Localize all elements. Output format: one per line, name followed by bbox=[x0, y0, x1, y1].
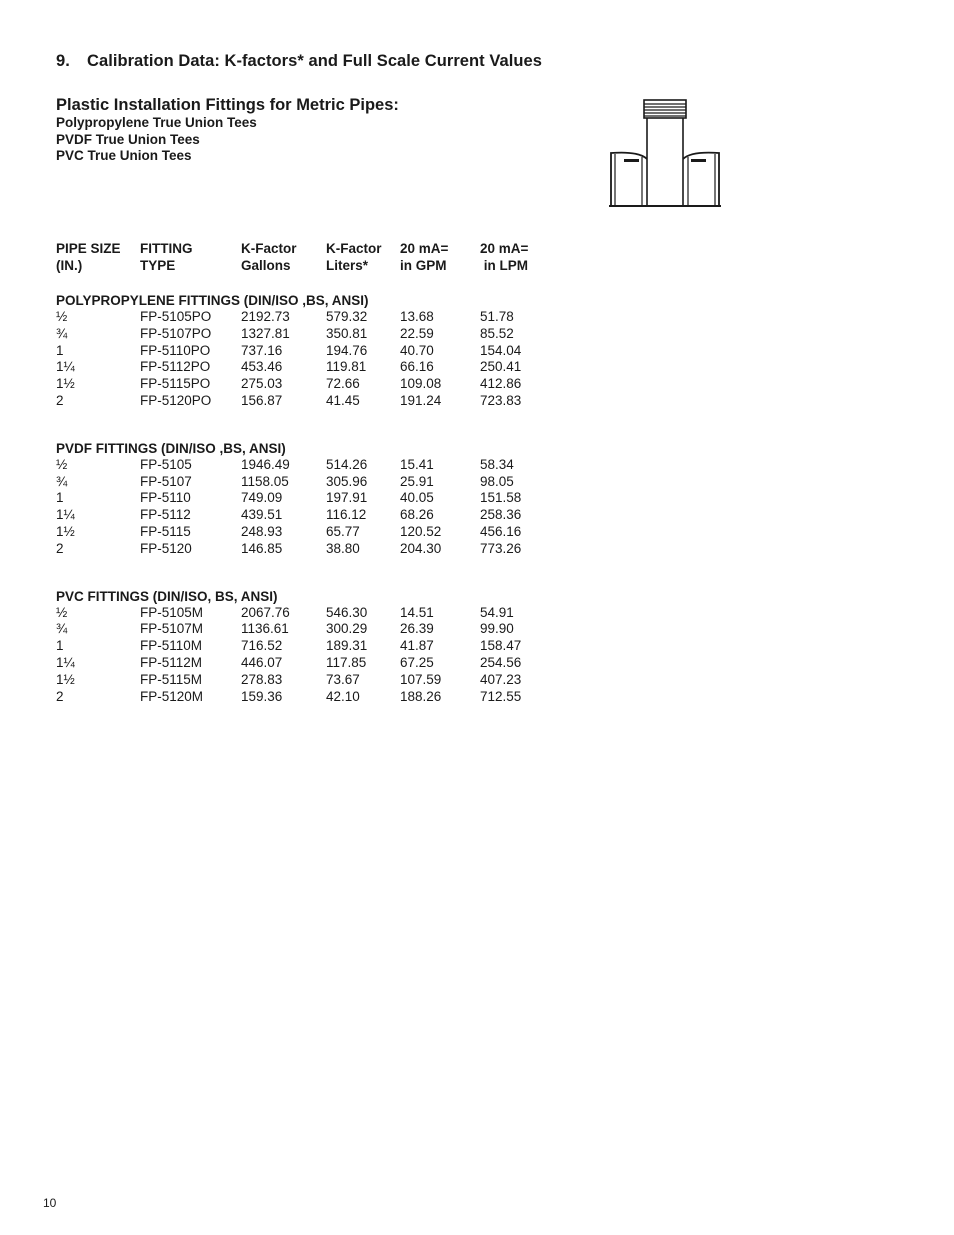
table-cell: 1136.61 bbox=[241, 621, 289, 637]
table-cell: FP-5110PO bbox=[140, 342, 211, 358]
table-cell: FP-5120PO bbox=[140, 392, 212, 408]
table-cell: FP-5120 bbox=[140, 540, 192, 556]
table-cell: 1158.05 bbox=[241, 473, 289, 489]
table-cell: 99.90 bbox=[480, 621, 514, 637]
table-cell: FP-5110M bbox=[140, 638, 203, 654]
table-cell: FP-5112PO bbox=[140, 359, 211, 375]
table-row bbox=[56, 490, 576, 507]
table-cell: 156.87 bbox=[241, 392, 283, 408]
table-cell: 2 bbox=[56, 688, 64, 704]
table-cell: 453.46 bbox=[241, 359, 283, 375]
table-cell: 67.25 bbox=[400, 654, 434, 670]
table-cell: FP-5110 bbox=[140, 490, 191, 506]
fitting-type-item: PVDF True Union Tees bbox=[56, 131, 200, 147]
table-row bbox=[56, 326, 576, 343]
table-cell: 41.45 bbox=[326, 392, 360, 408]
table-cell: 250.41 bbox=[480, 359, 522, 375]
table-row bbox=[56, 672, 576, 689]
table-cell: ¾ bbox=[56, 473, 68, 489]
fitting-type-list bbox=[56, 115, 257, 165]
table-cell: 712.55 bbox=[480, 688, 522, 704]
column-header-fitting-type: FITTING TYPE bbox=[140, 241, 193, 273]
table-cell: 1¼ bbox=[56, 507, 75, 523]
column-header-pipe-size: PIPE SIZE (IN.) bbox=[56, 241, 121, 273]
table-cell: 109.08 bbox=[400, 376, 442, 392]
table-cell: 72.66 bbox=[326, 376, 360, 392]
table-cell: 194.76 bbox=[326, 342, 368, 358]
section-title-text: Calibration Data: K-factors* and Full Scale Current Values bbox=[87, 52, 542, 70]
table-cell: 1327.81 bbox=[241, 325, 290, 341]
table-cell: 258.36 bbox=[480, 507, 522, 523]
table-cell: 26.39 bbox=[400, 621, 434, 637]
section-title bbox=[56, 52, 542, 71]
table-cell: 146.85 bbox=[241, 540, 283, 556]
table-cell: 275.03 bbox=[241, 376, 283, 392]
table-cell: 197.91 bbox=[326, 490, 368, 506]
table-cell: 546.30 bbox=[326, 604, 368, 620]
table-cell: 151.58 bbox=[480, 490, 522, 506]
table-cell: 749.09 bbox=[241, 490, 283, 506]
table-cell: 98.05 bbox=[480, 473, 514, 489]
table-cell: 514.26 bbox=[326, 456, 368, 472]
table-cell: 204.30 bbox=[400, 540, 442, 556]
table-cell: 65.77 bbox=[326, 523, 360, 539]
table-row bbox=[56, 393, 576, 410]
table-cell: 54.91 bbox=[480, 604, 514, 620]
table-cell: 1946.49 bbox=[241, 456, 290, 472]
table-cell: 254.56 bbox=[480, 654, 522, 670]
table-cell: 22.59 bbox=[400, 325, 434, 341]
table-cell: 2192.73 bbox=[241, 309, 290, 324]
table-cell: 300.29 bbox=[326, 621, 368, 637]
table-cell: 1¼ bbox=[56, 359, 75, 375]
table-row bbox=[56, 689, 576, 706]
table-cell: 38.80 bbox=[326, 540, 360, 556]
table-cell: 66.16 bbox=[400, 359, 434, 375]
column-header-20ma-lpm: 20 mA= in LPM bbox=[480, 241, 529, 273]
table-cell: 40.70 bbox=[400, 342, 434, 358]
table-cell: 51.78 bbox=[480, 309, 514, 324]
table-cell: ½ bbox=[56, 456, 68, 472]
table-cell: 305.96 bbox=[326, 473, 368, 489]
table-cell: 159.36 bbox=[241, 688, 283, 704]
table-cell: FP-5107M bbox=[140, 621, 204, 637]
table-cell: 1½ bbox=[56, 671, 75, 687]
true-union-tee-illustration bbox=[606, 97, 724, 209]
group-spacer bbox=[56, 558, 576, 574]
table-cell: ¾ bbox=[56, 621, 68, 637]
group-title: PVC FITTINGS (DIN/ISO, BS, ANSI) bbox=[56, 588, 278, 604]
group-title: PVDF FITTINGS (DIN/ISO ,BS, ANSI) bbox=[56, 440, 286, 456]
table-cell: 439.51 bbox=[241, 507, 283, 523]
fitting-type-item: Polypropylene True Union Tees bbox=[56, 115, 257, 130]
table-cell: 2 bbox=[56, 392, 64, 408]
table-cell: 412.86 bbox=[480, 376, 522, 392]
table-cell: FP-5115 bbox=[140, 523, 191, 539]
table-cell: FP-5107 bbox=[140, 473, 192, 489]
table-row bbox=[56, 376, 576, 393]
table-cell: 350.81 bbox=[326, 325, 368, 341]
table-row bbox=[56, 507, 576, 524]
table-cell: 1½ bbox=[56, 376, 75, 392]
table-cell: 773.26 bbox=[480, 540, 522, 556]
table-cell: 2 bbox=[56, 540, 64, 556]
table-cell: 14.51 bbox=[400, 604, 434, 620]
table-cell: FP-5112M bbox=[140, 654, 203, 670]
table-cell: 85.52 bbox=[480, 325, 514, 341]
table-cell: 2067.76 bbox=[241, 604, 290, 620]
table-cell: 154.04 bbox=[480, 342, 522, 358]
group-title: POLYPROPYLENE FITTINGS (DIN/ISO ,BS, ANSI) bbox=[56, 293, 369, 308]
table-cell: FP-5105 bbox=[140, 456, 192, 472]
table-cell: 107.59 bbox=[400, 671, 442, 687]
table-cell: 278.83 bbox=[241, 671, 283, 687]
table-cell: ½ bbox=[56, 604, 68, 620]
table-cell: 1 bbox=[56, 490, 64, 506]
table-row bbox=[56, 457, 576, 474]
table-cell: 1½ bbox=[56, 523, 75, 539]
column-header-k-factor-liters: K-Factor Liters* bbox=[326, 241, 382, 273]
table-cell: FP-5112 bbox=[140, 507, 191, 523]
table-cell: 15.41 bbox=[400, 456, 434, 472]
table-cell: 579.32 bbox=[326, 309, 368, 324]
fitting-groups bbox=[56, 292, 576, 705]
section-number: 9. bbox=[56, 52, 70, 70]
table-row bbox=[56, 474, 576, 491]
table-cell: 191.24 bbox=[400, 392, 442, 408]
calibration-table bbox=[56, 240, 576, 705]
group-spacer bbox=[56, 410, 576, 426]
table-row bbox=[56, 541, 576, 558]
table-cell: FP-5115M bbox=[140, 671, 203, 687]
table-cell: 117.85 bbox=[326, 654, 367, 670]
table-row bbox=[56, 524, 576, 541]
table-cell: 737.16 bbox=[241, 342, 283, 358]
table-row bbox=[56, 605, 576, 622]
table-cell: 13.68 bbox=[400, 309, 434, 324]
table-cell: ½ bbox=[56, 309, 68, 324]
column-header-k-factor-gallons: K-Factor Gallons bbox=[241, 241, 297, 273]
table-cell: 119.81 bbox=[326, 359, 367, 375]
table-row bbox=[56, 309, 576, 326]
column-header-20ma-gpm: 20 mA= in GPM bbox=[400, 241, 449, 273]
table-row bbox=[56, 638, 576, 655]
table-cell: 158.47 bbox=[480, 638, 522, 654]
table-cell: 116.12 bbox=[326, 507, 367, 523]
table-cell: 189.31 bbox=[326, 638, 368, 654]
table-cell: 456.16 bbox=[480, 523, 522, 539]
table-row bbox=[56, 621, 576, 638]
table-cell: FP-5115PO bbox=[140, 376, 211, 392]
table-cell: 73.67 bbox=[326, 671, 360, 687]
table-row bbox=[56, 359, 576, 376]
table-cell: FP-5105M bbox=[140, 604, 204, 620]
table-cell: 120.52 bbox=[400, 523, 442, 539]
table-cell: 188.26 bbox=[400, 688, 442, 704]
table-cell: 58.34 bbox=[480, 456, 514, 472]
table-cell: 723.83 bbox=[480, 392, 522, 408]
page-number: 10 bbox=[43, 1196, 57, 1210]
table-cell: 41.87 bbox=[400, 638, 434, 654]
table-cell: 68.26 bbox=[400, 507, 434, 523]
table-cell: FP-5105PO bbox=[140, 309, 212, 324]
table-cell: 446.07 bbox=[241, 654, 283, 670]
table-cell: FP-5107PO bbox=[140, 325, 212, 341]
fittings-subtitle: Plastic Installation Fittings for Metric Pipes: bbox=[56, 96, 399, 114]
table-cell: 40.05 bbox=[400, 490, 434, 506]
table-cell: 1 bbox=[56, 638, 64, 654]
table-cell: 42.10 bbox=[326, 688, 360, 704]
fitting-type-item: PVC True Union Tees bbox=[56, 148, 192, 164]
table-cell: 1 bbox=[56, 342, 64, 358]
table-cell: 1¼ bbox=[56, 654, 75, 670]
table-cell: FP-5120M bbox=[140, 688, 204, 704]
table-row bbox=[56, 655, 576, 672]
table-cell: 716.52 bbox=[241, 638, 283, 654]
table-cell: 407.23 bbox=[480, 671, 522, 687]
table-cell: 248.93 bbox=[241, 523, 283, 539]
table-cell: 25.91 bbox=[400, 473, 434, 489]
table-cell: ¾ bbox=[56, 325, 68, 341]
table-row bbox=[56, 343, 576, 360]
table-header bbox=[56, 240, 576, 278]
